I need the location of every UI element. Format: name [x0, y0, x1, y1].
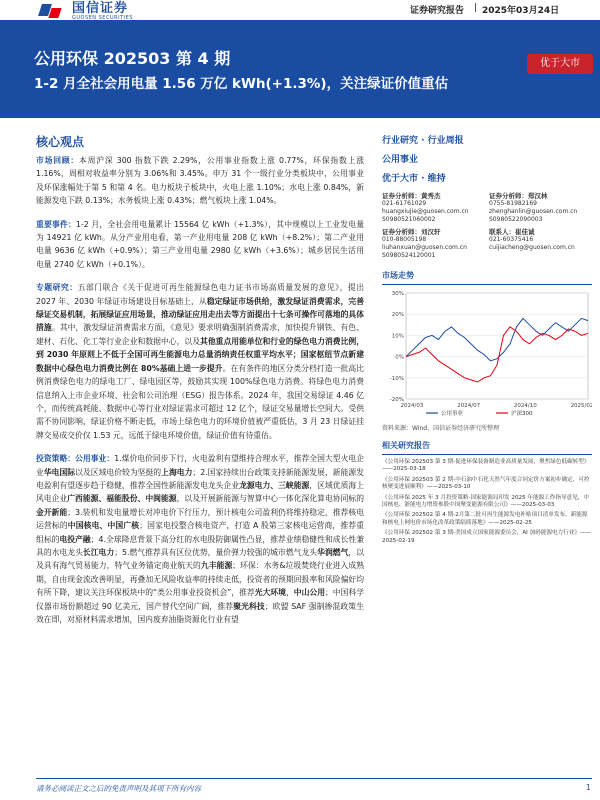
stock-name: 中山公用	[293, 588, 326, 598]
analyst-email[interactable]: huangxiujie@guosen.com.cn	[382, 208, 469, 215]
analyst-name: 证券分析师：黄秀杰	[382, 192, 441, 200]
footer-disclaimer: 请务必阅读正文之后的免责声明及其项下所有内容	[36, 784, 201, 793]
strategy-paragraph	[36, 452, 364, 626]
market-review-lead: 市场回顾：	[36, 156, 80, 165]
analyst-phone: 021-60375416	[489, 236, 534, 243]
related-reports-heading: 相关研究报告	[382, 440, 592, 455]
y-tick-label: -10%	[389, 375, 404, 382]
related-report-link[interactable]: 《公用环保 202503 第 3 期-促进环保装备制造业高质量发展，聚焦绿色低碳转型》——2025-03-18	[382, 459, 590, 473]
stock-name: 华润燃气	[317, 547, 349, 557]
analyst-phone: 021-61761029	[382, 200, 427, 207]
core-view-body	[36, 154, 364, 636]
analyst-name: 证券分析师：郑汉林	[489, 192, 548, 200]
analyst-grid	[382, 192, 592, 260]
topic-text: 五部门联合《关于促进可再生能源绿色电力证书市场高质量发展的意见》，提出 2027 年、2030 年绿证市场建设目标基础上，从	[36, 283, 364, 306]
events-lead: 重要事件：	[36, 219, 76, 229]
market-review-paragraph	[36, 154, 364, 208]
logo-cn-text: 国信证券	[72, 0, 129, 16]
market-review-text: 本周沪深 300 指数下跌 2.29%，公用事业指数上涨 0.77%，环保指数上涨 1.16%，周相对收益率分别为 3.06%和 3.45%。申万 31 个一级行业分类板块中，公用事业及环保涨幅处于第 5 和第 4 名。电力板块子板块中，火电上涨 1.10%；水电上涨 0.84%，新能源发电下跌 0.13%；水务板块上涨 0.43%；燃气板块上涨 1.04%。	[36, 156, 364, 206]
analyst-email[interactable]: zhenghanlin@guosen.com.cn	[489, 208, 578, 215]
strategy-text: ；5.燃气推荐具有区位优势，量价弹力较强的城市燃气龙头	[114, 547, 318, 557]
title-banner	[0, 20, 600, 118]
strategy-text: ；3.装机和发电量增长对冲电价下行压力，预计核电公司盈利仍将维持稳定，推荐核电运营标的	[36, 507, 365, 531]
events-text: 1-2 月，全社会用电量累计 15564 亿 kWh（+1.3%），其中规模以上工业发电量为 14921 亿 kWh。从分产业用电看，第一产业用电量 208 亿 kWh（+8.2%）；第二产业用电量 9636 亿 kWh（+0.9%）；第三产业用电量 2980 亿 kWh（+3.6%）；城乡居民生活用电量 2740 亿 kWh（+0.1%）。	[36, 219, 365, 269]
stock-name: 上海电力	[161, 467, 193, 477]
strategy-lead: 投资策略：	[36, 454, 76, 464]
stock-name: 金开新能	[36, 507, 68, 517]
stock-name: 长江电力	[82, 547, 115, 557]
analyst-phone: 010-88005198	[382, 236, 427, 243]
strategy-text: ，区域优质海上风电企业	[36, 480, 365, 504]
stock-name: 中国核电、中国广核	[67, 521, 140, 531]
strategy-text: ；中国科学仪器市场份额超过 90 亿美元，国产替代空间广阔，推荐	[36, 588, 365, 611]
stock-name: 电投产融	[59, 534, 91, 544]
sector-label: 公用事业	[382, 155, 419, 165]
logo-en-text: GUOSEN SECURITIES	[72, 14, 133, 21]
chart-frame	[406, 293, 588, 399]
legend-label: 沪深300	[511, 411, 533, 417]
related-reports-list	[382, 459, 592, 545]
x-tick-label: 2025/02	[570, 403, 592, 409]
top-bar	[0, 0, 600, 20]
strategy-text: ，以及开展新能源与智算中心一体化深化算电协同标的	[176, 494, 365, 504]
stock-name: 龙源电力、三峡能源	[239, 480, 310, 490]
topic-highlight: 稳定绿证市场供给，激发绿证消费需求，完善绿证交易机制，拓展绿证应用场景，推动绿证应用走出去等方面提出十七条可操作可落地的具体措施	[36, 296, 365, 333]
analyst-email[interactable]: liuhanxuan@guosen.com.cn	[382, 244, 467, 251]
strategy-text: 以及区域电价较为坚挺的	[75, 467, 162, 477]
strategy-text: ，以及具有海气贸易能力，特气业务锚定商业航天的	[36, 547, 365, 571]
analyst-card	[382, 228, 485, 260]
y-tick-label: 0%	[395, 354, 404, 361]
stock-name: 光大环境	[254, 588, 286, 598]
related-report-link[interactable]: 《公用环保 2025 年 3 月投资策略-国家能源局印发 2025 年能源工作指导意见，中国核电、浙能电力增资参股中国聚变能源有限公司》——2025-03-03	[382, 494, 589, 509]
topic-text: 。其中，激发绿证消费需求方面，《意见》要求明确强制消费需求，加快提升钢铁、有色、建材、石化、化工等行业企业和数据中心，以及	[36, 323, 364, 346]
topic-lead: 专题研究：	[36, 283, 78, 293]
x-tick-label: 2024/03	[400, 403, 424, 409]
strategy-text: 1.煤价电价同步下行，火电盈利有望维持合理水平，推荐全国大型火电企业	[36, 454, 364, 477]
y-tick-label: 20%	[391, 312, 404, 319]
strategy-text: ，	[285, 588, 294, 598]
related-report-link[interactable]: 《公用环保 202502 第 4 期-2月第二批可再生能源发电补贴项目清单发布，新能源和核电上网电价市场化改革政策陆续落地》——2025-02-25	[382, 512, 588, 526]
related-report-link[interactable]: 《公用环保 202503 第 2 期-中石油中石化天然气年度合同定价方案初步确定，可控核聚变进展顺利》——2025-03-10	[382, 476, 590, 491]
strategy-text: ；4.全球降息背景下高分红的水电股防御属性凸显，推荐业绩稳健性和成长性兼具的水电龙头	[36, 534, 365, 557]
page-number: 1	[586, 783, 591, 792]
report-type: 证券研究报告	[410, 6, 465, 16]
analyst-cert: S0980521060002	[382, 216, 436, 223]
sidebar	[382, 133, 592, 548]
stock-name: 聚光科技	[233, 601, 265, 611]
strategy-text: ；国家电投整合核电资产，打造 A 股第三家核电运营商，推荐重组标的	[36, 521, 365, 544]
y-tick-label: -20%	[389, 397, 404, 403]
x-tick-label: 2024/07	[457, 403, 481, 409]
analyst-cert: S0980522090003	[489, 216, 543, 223]
x-tick-label: 2024/10	[513, 403, 537, 409]
rating-label: 优于大市 · 维持	[382, 174, 446, 184]
footer-divider	[36, 778, 592, 779]
analyst-card	[382, 192, 485, 224]
rating-badge: 优于大市	[527, 54, 593, 74]
related-report-link[interactable]: 《公用环保 202502 第 3 期-美国成立国家能源委员会，AI 加码能源电力行业》——2025-02-19	[382, 530, 592, 544]
strategy-text: ；环保：水务&垃圾焚烧行业进入成熟期，自由现金流改善明显，再叠加无风险收益率的持续走低，投资者的预期回报率和风险偏好均有所下降，建议关注环保板块中的“类公用事业投资机会”，推荐	[36, 561, 364, 598]
report-subtitle: 1-2 月全社会用电量 1.56 万亿 kWh(+1.3%)，关注绿证价值重估	[34, 76, 449, 92]
industry-label: 行业研究 · 行业周报	[382, 136, 464, 146]
chart-source: 资料来源：Wind、国信证券经济研究所整理	[382, 425, 500, 432]
header-separator: |	[474, 3, 478, 13]
logo-mark-icon	[38, 2, 66, 20]
analyst-name: 证券分析师：刘汉轩	[382, 228, 441, 236]
stock-name: 广西能源、福能股份、中闽能源	[67, 494, 177, 504]
analyst-cert: S0980524120001	[382, 252, 436, 259]
analyst-card	[489, 192, 592, 224]
market-trend-heading: 市场走势	[382, 270, 592, 285]
market-trend-chart	[382, 287, 592, 417]
events-paragraph	[36, 218, 364, 272]
topic-highlight: 其他重点用能单位和行业的绿色电力消费比例，到 2030 年原则上不低于全国可再生能源电力总量消纳责任权重平均水平；国家枢纽节点新建数据中心绿色电力消费比例在 80%基础上进一步提升	[36, 336, 365, 373]
analyst-name: 联系人：崔佳诚	[489, 228, 535, 236]
series-line-utilities	[406, 318, 588, 360]
strategy-text: ；欧盟 SAF 强制掺混政策生效在即，对原材料需求增加，国内废弃油脂资源化行业有望	[36, 601, 365, 624]
strategy-text: ；2.国家持续出台政策支持新能源发展，新能源发电盈利有望逐步趋于稳健，推荐全国性新能源发电龙头企业	[36, 467, 365, 490]
strategy-utilities-lead: 公用事业：	[75, 454, 115, 464]
report-title: 公用环保 202503 第 4 期	[34, 49, 231, 68]
analyst-phone: 0755-81982169	[489, 200, 537, 207]
stock-name: 华电国际	[43, 467, 76, 477]
stock-name: 九丰能源	[200, 561, 233, 571]
core-view-heading: 核心观点	[36, 135, 85, 149]
topic-paragraph	[36, 281, 364, 442]
analyst-card	[489, 228, 592, 260]
report-date: 2025年03月24日	[482, 6, 560, 16]
analyst-email[interactable]: cuijiacheng@guosen.com.cn	[489, 244, 575, 251]
guosen-logo	[38, 0, 133, 22]
y-tick-label: 30%	[391, 291, 404, 297]
topic-text: 。在有条件的地区分类分档打造一批高比例消费绿色电力的绿电工厂、绿电园区等，鼓励其实现 100%绿色电力消费。将绿色电力消费信息纳入上市企业环境、社会和公司治理（ESG）报告体系。2024 年，我国交易绿证 4.46 亿个，而传统高耗能、数据中心等行业对绿证需求可超过 12 亿个，绿证交易量增长空间大。受供需不协同影响，绿证价格不断走低，市场上绿色电力的环境价值被严重低估，3 月 23 日绿证挂牌交易成交价仅 1.53 元，远低于绿电环境价值，绿证价值有待重估。	[36, 363, 365, 440]
y-tick-label: 10%	[391, 333, 404, 340]
legend-label: 公用事业	[441, 411, 464, 417]
